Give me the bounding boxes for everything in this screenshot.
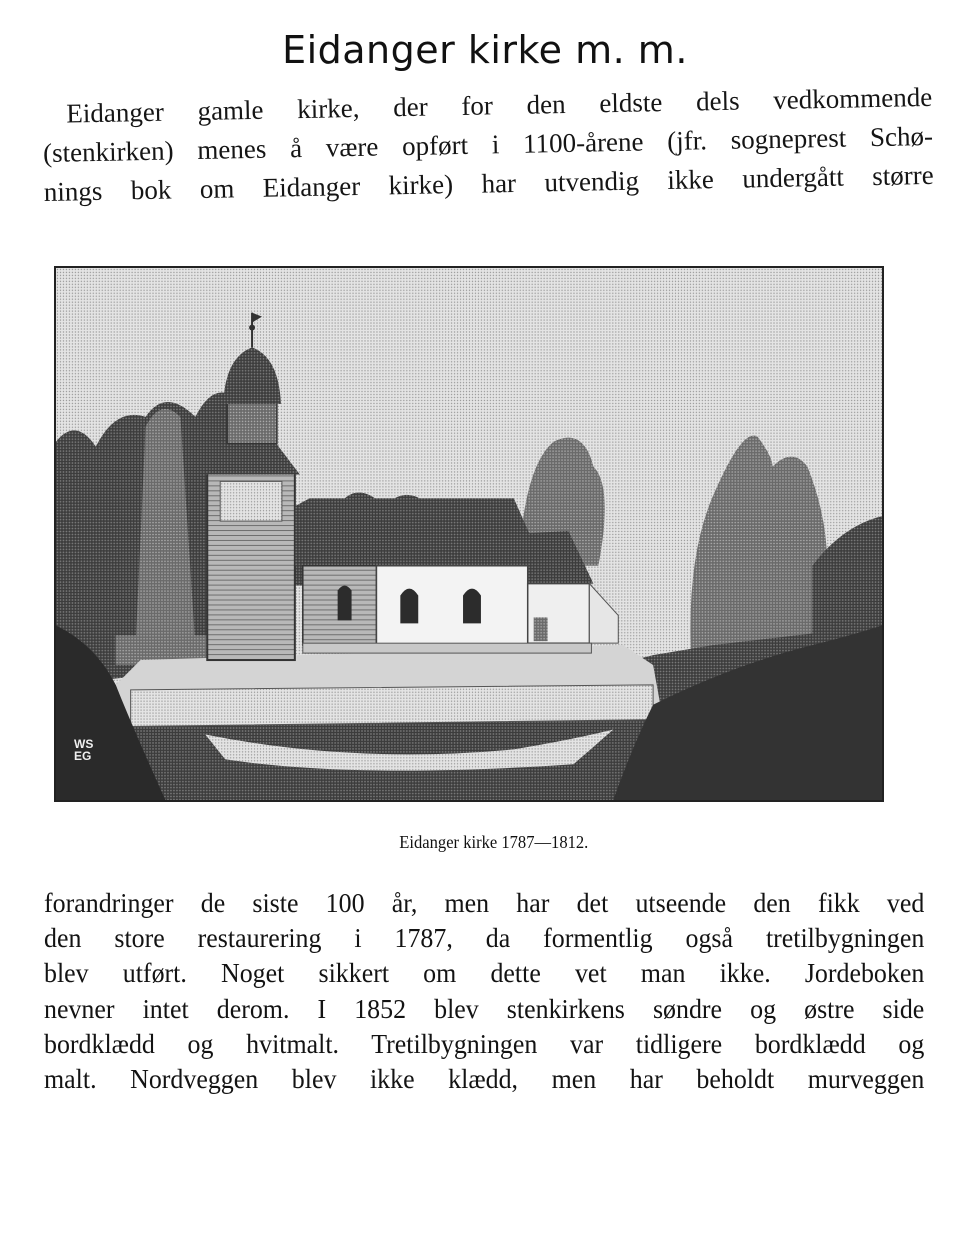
text-line: bordklædd og hvitmalt. Tretilbygningen var tidligere bordklædd og bbox=[44, 1028, 925, 1059]
intro-paragraph bbox=[42, 78, 934, 212]
nave-roof bbox=[295, 498, 544, 565]
tower-louvres bbox=[220, 481, 282, 521]
window-arched bbox=[400, 589, 418, 624]
artist-monogram: WS EG bbox=[74, 737, 94, 763]
chancel-door bbox=[534, 617, 548, 641]
body-paragraph bbox=[44, 886, 925, 1097]
church-drawing bbox=[56, 268, 882, 800]
text-line: (stenkirken) menes å være opført i 1100-årene (jfr. sogneprest Schø- bbox=[42, 120, 934, 168]
text-line: forandringer de siste 100 år, men har det utseende den fikk ved bbox=[44, 888, 925, 918]
text-line: Eidanger gamle kirke, der for den eldste dels vedkommende bbox=[66, 81, 933, 129]
text-line: nevner intet derom. I 1852 blev stenkirkens søndre og østre side bbox=[44, 993, 925, 1024]
stone-platform-side bbox=[131, 685, 653, 727]
window-arched bbox=[338, 586, 352, 621]
white-nave-wall bbox=[376, 566, 527, 645]
window-arched bbox=[463, 589, 481, 624]
church-illustration bbox=[54, 266, 884, 802]
lantern bbox=[227, 402, 277, 444]
text-line: nings bok om Eidanger kirke) har utvendig ikke undergått større bbox=[43, 159, 934, 207]
text-line: blev utført. Noget sikkert om dette vet man ikke. Jordeboken bbox=[44, 958, 925, 989]
text-line: den store restaurering i 1787, da formentlig også tretilbygningen bbox=[44, 923, 925, 954]
text-line: malt. Nordveggen blev ikke klædd, men har beholdt murveggen bbox=[44, 1064, 925, 1095]
page-title: Eidanger kirke m. m. bbox=[282, 28, 688, 72]
figure-caption: Eidanger kirke 1787—1812. bbox=[399, 832, 589, 852]
